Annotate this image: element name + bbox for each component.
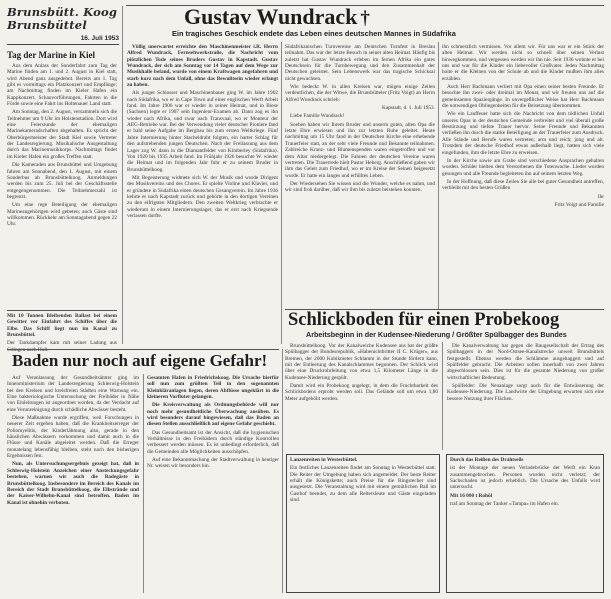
baden-column-1 <box>7 375 139 593</box>
wundrack-c3-p5: In der Hoffnung, daß diese Zeilen Sie alle bei guter Gesundheit antreffen, verbleibt mit den besten Grüßen <box>442 178 604 192</box>
wundrack-letter-dateline: Kapstadt, d. 1. Juli 1953. <box>382 105 435 112</box>
wundrack-c3-p4: In der Kirche sowie am Grabe sind verschiedene Ansprachen gehalten worden. Schüler hielten dem Verstorbenen die Totenwache. Lieder wurden gesungen und alle Freunde begleiteten ihn auf seinem letzten Weg. <box>442 157 604 177</box>
wundrack-letter-greeting: Liebe Familie Wundrack! <box>290 113 345 120</box>
masthead-line-1: Brunsbütt. Koog <box>7 5 118 19</box>
wundrack-headline <box>184 4 370 32</box>
column-rule-3 <box>438 42 439 310</box>
wundrack-c3-p3: Wie ein Lauffeuer hatte sich die Nachricht von dem tödlichen Unfall unseres Opas in der deutschen Gemeinde verbreitet und viel überall große Bestürzung und tiefste Trauer hervor. Seine Freunde und Bekannten verließen ihn durch die starke Beteiligung an der Trauerfeier zum Ausdruck. Alle Stände und Berufe waren vertreten; arm und reich; jung und alt. Trotzdem der deutsche Friedhof etwas außerhalb liegt, hatten sich viele eingefunden, ihm die letzte Ehre zu erweisen. <box>442 111 604 156</box>
schlick-c1-p2: Damit wird ein Probekoog angelegt, in dem die Fruchtbarkeit des Schlickbodens erprobt werden soll. Das Gelände soll um etwa 1,80 Meter aufgehöht werden. <box>285 383 438 402</box>
wundrack-c3-p1: ihn schmerzlich vermissen. Vor allem wir. Für uns war er ein Stück der alten Heimat. Wir werden nicht so schnell über seinen Verlust hinwegkommen, und vergessen werden wir ihn nie. Seit 1936 wohnte er bei uns und war für die Kinder ein liebevoller Großvater. Jeden Nachmittag holte er die Kleinen von der Schule ab und die Kinder mußten ihm alles erzählen. <box>442 44 604 82</box>
column-rule-5 <box>143 374 144 593</box>
wundrack-subheadline: Ein tragisches Geschick endete das Leben eines deutschen Mannes in Südafrika <box>172 29 456 38</box>
lanzenreiten-box <box>286 454 440 593</box>
lanzenreiten-text: Ein festliches Lanzenreiten findet am Sonntag in Westerbüttel statt. Die Reiter der Umgebung haben sich angemeldet. Der beste Reiter erhält die Königskette; auch Preise für die Ringstecher sind ausgesetzt. Die Veranstaltung wird mit einem gemütlichen Ball im Gasthof beendet, zu dem alle Reitersleute und Gäste eingeladen sind. <box>290 465 436 504</box>
masthead-line-2: Brunsbüttel <box>7 18 87 32</box>
tag-paragraph-2: Am Sonntag, den 2. August, versammeln sich die Teilnehmer um 9 Uhr im Holstenstadion. Dort wird eine Feierstunde der ehemaligen Marinekameradschaften abgehalten. Es spricht der Oberbürgermeister der Stadt Kiel sowie Vertreter der Landesregierung. Musikalische Ausgestaltung durch das Marinemusikkorps. Nachmittags findet im Kieler Hafen ein großes Treffen statt. <box>7 109 117 160</box>
column-rule-6 <box>282 349 283 593</box>
schlick-c2-p2: Spülfelder: Die Neuanlage sorgt auch für die Entwässerung der Kudensee-Niederung. Die Landwirte der Umgebung erwarten sich eine bessere Nutzung ihrer Flächen. <box>447 383 604 402</box>
baden-c2-p1: Gesamten Hafen in Friedrichskoog. Die Ursache hierfür soll nun zum größten Teil in den sogenannten Kleinkläranlagen liegen, deren Abflüsse ungeklärt in die kleineren Vorfluter gelangen. <box>147 375 279 401</box>
newspaper-page <box>4 4 607 595</box>
wundrack-c1-p2: Als junger Schlosser und Maschinenbauer ging W. im Jahre 1902 nach Südafrika, wo er in Cape Town auf einer englischen Werft Arbeit fand. Im Jahre 1906 war er wieder in seiner Heimat, und in Biese (Sachsen) legte er 1907 sein Ingenieur-Examen ab. Dann zog es ihn wieder nach Afrika, und zwar nach Transvaal, wo er Monteur der AEG-Betriebe war. Bei der Verwendung vieler deutscher Pioniere fand er bald seine Aufgabe im Bergbau bis zum ersten Weltkriege. Fünf Jahre Internierung hinter Stacheldraht folgten, ein harter Schlag für den aufstrebenden jungen Deutschen. Nach der Freilassung aus dem Lager zog W. dann in die Diamantfelder von Kimberley (Südafrika). Von 1920 bis 1935 Arbeit fand. Im Frühjahr 1926 besuchte W. wieder die Heimat und im folgenden Jahr fuhr er zu seinem Bruder in Brunsbüttelkoog. <box>127 90 278 173</box>
tag-der-marine-article <box>7 48 117 306</box>
schlick-column-2 <box>447 343 604 449</box>
wundrack-c2-p2: Wie bedeckt W. in allen Kreisen war, mögen einige Zeilen verdeutlichen, die der Witwe, die Brunsbütteler (Fritz Voigt) an Herrn Alfred Wundrack schrieb: <box>285 84 435 103</box>
tanker-headline: Mit 16 000 t Rohöl <box>450 492 493 499</box>
wundrack-column-1 <box>127 44 278 344</box>
tanker-notice <box>7 313 117 353</box>
baden-rule-top <box>7 349 279 350</box>
wundrack-c2-p4: Der Wiedersehen Sie wissen und die Wunder, welche es nahm, und wir sind froh darüber, daß wir ihm bis zuletzt beistehen konnten. <box>285 180 435 194</box>
schlick-c2-p1: Die Kanalverwaltung hat gegen die Baugesellschaft der Ertrag des Spülbaggers in der Nord-Ostsee-Kanalstrecke unweit Brunsbüttels festgestellt. Ebenso werden die Schlämme ausgebaggert und auf Spülfelder gebracht. Die Arbeiten sollen innerhalb von zwei Jahren abgeschlossen sein. Dies ist für die gesamte Niederung von großer wirtschaftlicher Bedeutung. <box>447 343 604 381</box>
tag-paragraph-1: Aus dem Anlass der Sonderfahrt zum Tag der Marine finden am 1. und 2. August in Kiel statt, wird Abend ganz ausgedehnt. Bereits am 1. Tag gibt es vormittags ein Platzkonzert und Empfänge; am Nachmittag finden im Kieler Hafen ein Kappkonzert, Schauvorführungen, Fahrten in die Förde sowie eine Fahrt ins Holtenauer Land statt. <box>7 63 117 108</box>
wundrack-c2-p3: Soeben haben wir Ihrem Bruder und unserm guten, alten Opa die letzte Ehre erwiesen und ihn zur letzten Ruhe geleitet. Heute nachmittag um 15 Uhr fand in der Deutschen Kirche eine erhebende Trauerfeier statt, an der sehr viele Freunde und Bekannte teilnahmen. Zahlreiche Kranz- und Blumenspenden waren eingetroffen und vor dem Altar niedergelegt. Die Fahnen der deutschen Vereine waren vertreten. Die Trauerrede hielt Pastor Heberg. Anschließend gaben wir ihm das Geleit zum Friedhof, wo er im Kreise der Seinen beigesetzt wurde. Er hatte ein langes und erfülltes Leben. <box>285 121 435 179</box>
column-rule-2 <box>281 42 282 344</box>
tanker-notice-text-2: Der Tankdampfer kam mit seiner Ladung aus Gdingen nach Hull. <box>7 340 117 353</box>
tag-paragraph-4: Um eine rege Beteiligung der ehemaligen Marineangehörigen wird gebeten; auch Gäste sind willkommen. Rückkehr am Sonntagabend gegen 22 Uhr. <box>7 202 117 228</box>
wundrack-column-2 <box>285 44 435 306</box>
wundrack-signoff-ihr: Ihr <box>597 193 604 200</box>
wundrack-name: Gustav Wundrack <box>184 4 358 29</box>
wundrack-c1-p1: Völlig unerwartet erreichte den Maschinenmeister i.R. Herrn Alfred Wundrack, Fernsehwerkstraße, die Nachricht vom plötzlichen Tode seines Bruders Gustav in Kapstadt. Gustav Wundrack, der sich am Sonntag vor 14 Tagen auf dem Wege zur Musikhalle befand, wurde von einem Kraftwagen angefahren und starb kurz nach dem Unfall, ohne das Bewußtsein wieder erlangt zu haben. <box>127 44 278 89</box>
masthead <box>7 6 119 45</box>
baden-c2-p2: Die Kreisverwaltung als Ordnungsbehörde will nur noch mehr gesundheitliche Überwachung ausüben. Es wird besonders darauf hingewiesen, daß das Baden an diesen Stellen ausschließlich auf eigene Gefahr geschieht. <box>147 402 279 428</box>
column-rule-4 <box>442 342 443 450</box>
notice-rule-top <box>7 310 117 311</box>
baden-headline: Baden nur noch auf eigene Gefahr! <box>12 351 268 370</box>
baden-c1-p3: Nun, als Untersuchungsergebnis gezeigt hat, daß in Schleswig-Holstein Anzeichen einer Ansteckungsgefahr bestehen, warnen wir auch die Badegäste in Brunsbüttelkoog. Insbesondere im Bereich des Kanals im Bereich der Stadt Brunsbüttelkoog, die Elbstrände und der Kaiser-Wilhelm-Kanal sind betroffen. Baden im Kanal ist ohnehin verboten. <box>7 461 139 506</box>
baden-c1-p1: Auf Veranlassung der Gesundheitsämter ging im Innenministerium der Landesregierung Schleswig-Holstein bei den Kreisen und kreisfreien Städten eine Warnung ein. Eine bakteriologische Untersuchung der Freibäder in Nähe von Einleitungen ist angeordnet worden, da der Verdacht auf eine Verunreinigung durch schädliche Abwässer besteht. <box>7 375 139 413</box>
unfall-headline: Durch das Reißen des Drahtseils <box>450 457 524 463</box>
schlick-column-1 <box>285 343 438 449</box>
tanker-text: traf am Sonntag der Tanker »Tampa« im Hafen ein. <box>450 501 560 508</box>
baden-c1-p2: Diese Maßnahme wurde ergriffen, weil Forschungen in neuerer Zeit ergeben haben, daß die Krankheitserreger der Poliomyelitis, der Kinderlähmung also, gerade in den häuslichen Abwässern vorkommen und damit auch in die Flüsse und Kanäle abgeleitet werden. Daß die Erreger monatelang lebensfähig bleiben, steht nach den bisherigen Ergebnissen fest. <box>7 415 139 460</box>
schlick-c1-p1: Brunsbüttelkoog. Vor der Kanalweiche Kudensee aus hat der größte Spülbagger der Bundesrepublik, »Habenichtbritter II C. Krüger«, aus Bremen, der 2000 Kubikmeter Schlamm in der Stunde fördern kann, mit der Entleerung des Kanalschlammes begonnen. Der Schlick wird über eine Druckrohrleitung von etwa 1,5 Kilometer Länge in die Kudensee-Niederung gespült. <box>285 343 438 381</box>
baden-c2-p3: Das Gesundheitsamt ist der Ansicht, daß die hygienischen Verhältnisse in den Freibädern durch ständige Kontrollen verbessert werden müssen. Es ist unbedingt erforderlich, daß die Gemeinden alle Möglichkeiten ausschöpfen. <box>147 429 279 455</box>
baden-c2-p4: Auf eine Bekanntmachung der Stadtverwaltung in heutiger Nr. weisen wir besonders hin. <box>147 457 279 470</box>
wundrack-c1-p3: Mit Begeisterung widmete sich W. der Musik und wurde Dirigent des Musikvereins und des Chores. Er spielte Violine und Klavier, und er gründete in Südafrika einen deutschen Gesangverein. Im Jahre 1936 kehrte er nach Kapstadt zurück und gehörte in den dortigen Vereinen zu den eifrigsten Mitgliedern. Den zweiten Weltkrieg verbrachte er wiederum in einem Internierungslager, das er erst nach Kriegsende verlassen durfte. <box>127 174 278 219</box>
unfall-text: ist der Montage der neuen Verladebrücke der Werft ein Kran zusammengebrochen. Personen wurden nicht verletzt; der Sachschaden ist jedoch erheblich. Die Ursache des Unfalls wird untersucht. <box>450 465 600 491</box>
unfall-box <box>446 454 604 593</box>
tag-der-marine-headline: Tag der Marine in Kiel <box>7 50 96 60</box>
column-rule-1 <box>122 6 123 344</box>
cross-icon: † <box>360 8 370 29</box>
lanzenreiten-headline: Lanzenreiten in Westerbüttel. <box>290 457 358 463</box>
wundrack-column-3 <box>442 44 604 306</box>
schlick-headline: Schlickboden für einen Probekoog <box>288 310 560 330</box>
wundrack-c2-p1: Südafrikanischen Turnvereine am Deutschen Turnfest in Breslau teilnahm. Das war der letzte Besuch in seiner alten Heimat. Häufig bis zuletzt hat Gustav Wundrack erleben im fernen Afrika ein gutes Deutschsein für die Turnbewegung und den Zusammenhalt der Deutschen geleistet. Sein Lebenswerk war das tragische Schicksal nicht gewachsen. <box>285 44 435 82</box>
tanker-notice-text: Mit 10 Tonnen Bleibenden Ballast bei einem Gewitter vor Einfahrt des Schiffes über die Elbe. Das Schiff liegt nun im Kanal zu Brunsbüttel. <box>7 313 117 339</box>
masthead-date: 16. Juli 1953 <box>7 35 119 45</box>
wundrack-c3-p2: Auch Herr Bachmann verliert mit Opa einen seiner besten Freunde. Er besuchte ihn zwei- oder dreimal im Monat, und wir freuten uns auf die gemeinsamen Spaziergänge. In unvergeßlicher Weise hat Herr Bachmann die notwendigen Obliegenheiten für die Beisetzung übernommen. <box>442 84 604 110</box>
wundrack-signoff-name: Fritz Voigt und Familie <box>554 201 604 208</box>
tag-paragraph-3: Die Kameraden aus Brunsbüttel und Umgebung fahren am Sonnabend, den 1. August, mit einem Sonderbus ab Brunsbüttelkoog. Anmeldungen werden bis zum 25. Juli bei der Geschäftsstelle entgegengenommen. Die Teilnehmerzahl ist begrenzt. <box>7 162 117 200</box>
schlick-subheadline: Arbeitsbeginn in der Kudensee-Niederung / Größter Spülbagger des Bundes <box>306 330 567 339</box>
baden-column-2 <box>147 375 279 593</box>
